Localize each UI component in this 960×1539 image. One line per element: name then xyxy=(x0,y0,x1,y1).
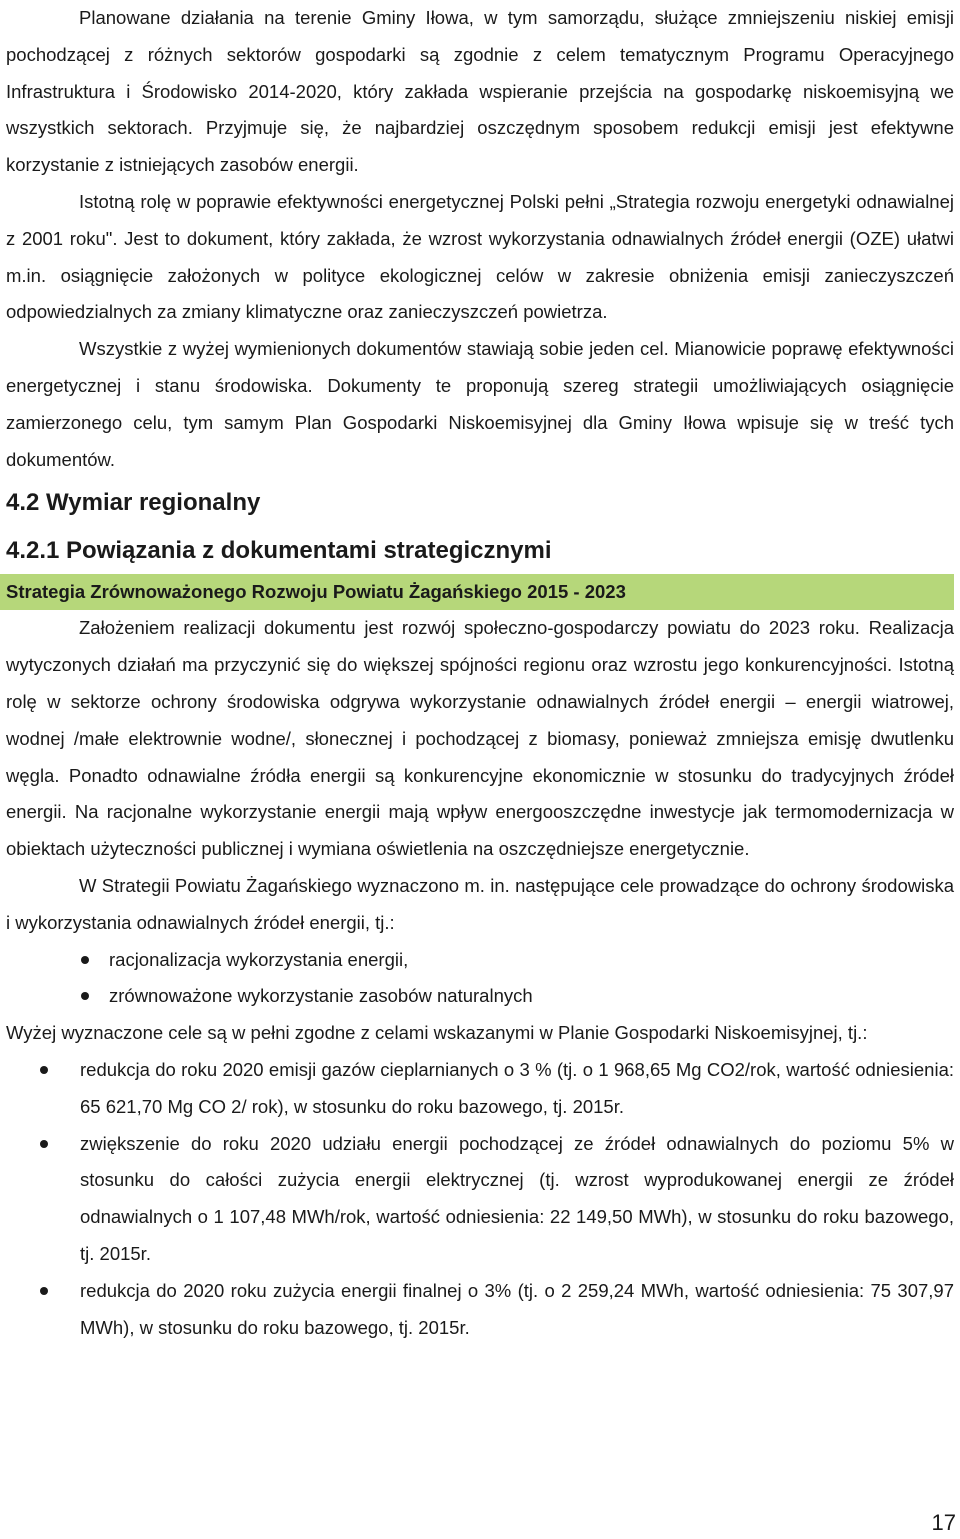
page-number: 17 xyxy=(931,1510,956,1535)
bullet-icon xyxy=(40,1066,48,1074)
list-item: zwiększenie do roku 2020 udziału energii pochodzącej ze źródeł odnawialnych do poziomu 5% w stosunku do całości zużycia energii elektrycznej (tj. wzrost wyprodukowanej energii ze źródeł odnawialnych o 1 107,48 MWh/rok, wartość odniesienia: 22 149,50 MWh), w stosunku do roku bazowego, tj. 2015r. xyxy=(6,1126,954,1273)
list-item: redukcja do roku 2020 emisji gazów cieplarnianych o 3 % (tj. o 1 968,65 Mg CO2/rok, wartość odniesienia: 65 621,70 Mg CO 2/ rok), w stosunku do roku bazowego, tj. 2015r. xyxy=(6,1052,954,1126)
bullet-icon xyxy=(81,956,89,964)
goals-list xyxy=(6,942,954,1016)
targets-list xyxy=(6,1052,954,1346)
bullet-icon xyxy=(40,1140,48,1148)
paragraph-oze-strategy: Istotną rolę w poprawie efektywności energetycznej Polski pełni „Strategia rozwoju energetyki odnawialnej z 2001 roku". Jest to dokument, który zakłada, że wzrost wykorzystania odnawialnych źródeł energii (OZE) ułatwi m.in. osiągnięcie założonych w polityce ekologicznej celów w zakresie obniżenia emisji zanieczyszczeń odpowiedzialnych za zmiany klimatyczne oraz zanieczyszczeń powietrza. xyxy=(6,190,954,323)
list-item: zrównoważone wykorzystanie zasobów naturalnych xyxy=(6,978,954,1015)
paragraph-common-goal: Wszystkie z wyżej wymienionych dokumentów stawiają sobie jeden cel. Mianowicie poprawę efektywności energetycznej i stanu środowiska. Dokumenty te proponują szereg strategii umożliwiających osiągnięcie zamierzonego celu, tym samym Plan Gospodarki Niskoemisyjnej dla Gminy Iłowa wpisuje się w treść tych dokumentów. xyxy=(6,338,954,470)
paragraph-programme-alignment: Planowane działania na terenie Gminy Iłowa, w tym samorządu, służące zmniejszeniu niskiej emisji pochodzącej z różnych sektorów gospodarki są zgodnie z celem tematycznym Programu Operacyjnego Infrastruktura i Środowisko 2014-2020, który zakłada wspieranie przejścia na gospodarkę niskoemisyjną we wszystkich sektorach. Przyjmuje się, że najbardziej oszczędnym sposobem redukcji emisji jest efektywne korzystanie z istniejących zasobów energii. xyxy=(6,7,954,176)
bullet-icon xyxy=(40,1287,48,1295)
subsection-heading: 4.2.1 Powiązania z dokumentami strategicznymi xyxy=(6,537,552,565)
list-item: redukcja do 2020 roku zużycia energii finalnej o 3% (tj. o 2 259,24 MWh, wartość odniesienia: 75 307,97 MWh), w stosunku do roku bazowego, tj. 2015r. xyxy=(6,1273,954,1347)
highlighted-strategy-title: Strategia Zrównoważonego Rozwoju Powiatu Żagańskiego 2015 - 2023 xyxy=(0,574,954,610)
paragraph-strategy-goals-intro: W Strategii Powiatu Żagańskiego wyznaczono m. in. następujące cele prowadzące do ochrony środowiska i wykorzystania odnawialnych źródeł energii, tj.: xyxy=(6,874,954,933)
list-item: racjonalizacja wykorzystania energii, xyxy=(6,942,954,979)
section-heading: 4.2 Wymiar regionalny xyxy=(6,489,261,517)
paragraph-strategy-assumptions: Założeniem realizacji dokumentu jest rozwój społeczno-gospodarczy powiatu do 2023 roku. Realizacja wytyczonych działań ma przyczynić się do większej spójności regionu oraz wzrostu jego konkurencyjności. Istotną rolę w sektorze ochrony środowiska odgrywa wykorzystanie odnawialnych źródeł energii – energii wiatrowej, wodnej /małe elektrownie wodne/, słonecznej i pochodzącej z biomasy, ponieważ zmniejsza emisję dwutlenku węgla. Ponadto odnawialne źródła energii są konkurencyjne ekonomicznie w stosunku do tradycyjnych źródeł energii. Na racjonalne wykorzystanie energii mają wpływ energooszczędne inwestycje jak termomodernizacja w obiektach użyteczności publicznej i wymiana oświetlenia na oszczędniejsze energetycznie. xyxy=(6,617,954,860)
document-page xyxy=(6,0,954,1346)
bullet-icon xyxy=(81,992,89,1000)
paragraph-pgn-alignment: Wyżej wyznaczone cele są w pełni zgodne z celami wskazanymi w Planie Gospodarki Niskoemisyjnej, tj.: xyxy=(6,1022,868,1044)
